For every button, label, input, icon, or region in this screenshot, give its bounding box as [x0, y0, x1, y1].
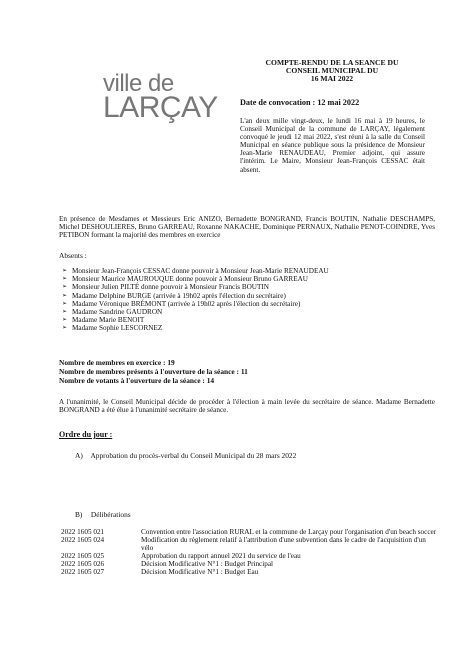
agenda-a-label: A): [75, 451, 83, 460]
deliberation-number: 2022 1605 025: [61, 552, 105, 561]
ordre-du-jour-heading: Ordre du jour :: [59, 430, 113, 439]
title-line-3: 16 MAI 2022: [310, 74, 354, 83]
agenda-a-text: Approbation du procès-verbal du Conseil Municipal du 28 mars 2022: [90, 451, 297, 460]
deliberation-description: Approbation du rapport annuel 2021 du service de l'eau: [141, 552, 301, 561]
deliberation-number: 2022 1605 027: [61, 568, 105, 577]
agenda-b-text: Délibérations: [90, 510, 131, 519]
deliberation-description: Décision Modificative N°1 : Budget Principal: [141, 560, 274, 569]
table-row: [61, 528, 437, 536]
deliberation-description: Convention entre l'association RURAL et la commune de Larçay pour l'organisation d'un beach soccer: [141, 528, 437, 536]
presents-paragraph: En présence de Mesdames et Messieurs Eric ANIZO, Bernadette BONGRAND, Francis BOUTIN, Nathalie DESCHAMPS, Michel DESHOULIERES, Bruno GARREAU, Roxanne NAKACHE, Dominique PERNAUX, Nathalie PENOT-COINDRE, Yves PETIBON formant la majorité des membres en exercice: [59, 215, 435, 240]
agenda-b-label: B): [75, 510, 83, 519]
list-item: ➢ Madame Marie BENOIT: [62, 316, 329, 324]
count-exercice: Nombre de membres en exercice : 19: [59, 358, 175, 367]
unanimite-paragraph: A l'unanimité, le Conseil Municipal décide de procéder à l'élection à main levée du secrétaire de séance. Madame Bernadette BONGRAND a été élue à l'unanimité secrétaire de séance.: [59, 398, 435, 415]
count-presents: Nombre de membres présents à l'ouverture de la séance : 11: [59, 367, 248, 376]
deliberation-number: 2022 1605 024: [61, 536, 105, 545]
list-item: ➢ Monsieur Jean-François CESSAC donne pouvoir à Monsieur Jean-Marie RENAUDEAU: [62, 267, 329, 275]
list-item: ➢ Madame Sandrine GAUDRON: [62, 308, 329, 316]
list-item: ➢ Madame Delphine BURGE (arrivée à 19h02 après l'élection du secrétaire): [62, 292, 329, 300]
absents-list: [62, 267, 329, 333]
deliberations-list: [61, 528, 437, 577]
count-votants: Nombre de votants à l'ouverture de la séance : 14: [59, 376, 215, 385]
logo-ville-de: ville de: [103, 70, 174, 97]
logo-larcay: LARÇAY: [103, 91, 218, 124]
list-item: ➢ Monsieur Maurice MAUROUQUE donne pouvoir à Monsieur Bruno GARREAU: [62, 275, 329, 283]
deliberation-description: Décision Modificative N°1 : Budget Eau: [141, 568, 259, 577]
title-line-1: COMPTE-RENDU DE LA SEANCE DU: [265, 58, 399, 67]
table-row: [61, 536, 437, 552]
agenda-item-a: [75, 451, 296, 460]
table-row: [61, 568, 437, 576]
list-item: ➢ Madame Véronique BRÉMONT (arrivée à 19h02 après l'élection du secrétaire): [62, 300, 329, 308]
convocation-date: Date de convocation : 12 mai 2022: [240, 98, 360, 107]
table-row: [61, 552, 437, 560]
list-item: ➢ Madame Sophie LESCORNEZ: [62, 324, 329, 332]
title-line-2: CONSEIL MUNICIPAL DU: [285, 66, 379, 75]
absents-label: Absents :: [59, 251, 87, 260]
agenda-item-b: [75, 510, 131, 519]
table-row: [61, 560, 437, 568]
deliberation-number: 2022 1605 021: [61, 528, 105, 536]
deliberation-description: Modification du règlement relatif à l'attribution d'une subvention dans le cadre de l'acquisition d'un vélo: [141, 536, 426, 553]
intro-paragraph: L'an deux mille vingt-deux, le lundi 16 mai à 19 heures, le Conseil Municipal de la commune de LARÇAY, légalement convoqué le jeudi 12 mai 2022, s'est réuni à la salle du Conseil Municipal en séance publique sous la présidence de Monsieur Jean-Marie RENAUDEAU, Premier adjoint, qui assure l'intérim. Le Maire, Monsieur Jean-François CESSAC était absent.: [240, 117, 425, 174]
deliberation-number: 2022 1605 026: [61, 560, 105, 569]
list-item: ➢ Monsieur Julien PILTÉ donne pouvoir à Monsieur Francis BOUTIN: [62, 283, 329, 291]
